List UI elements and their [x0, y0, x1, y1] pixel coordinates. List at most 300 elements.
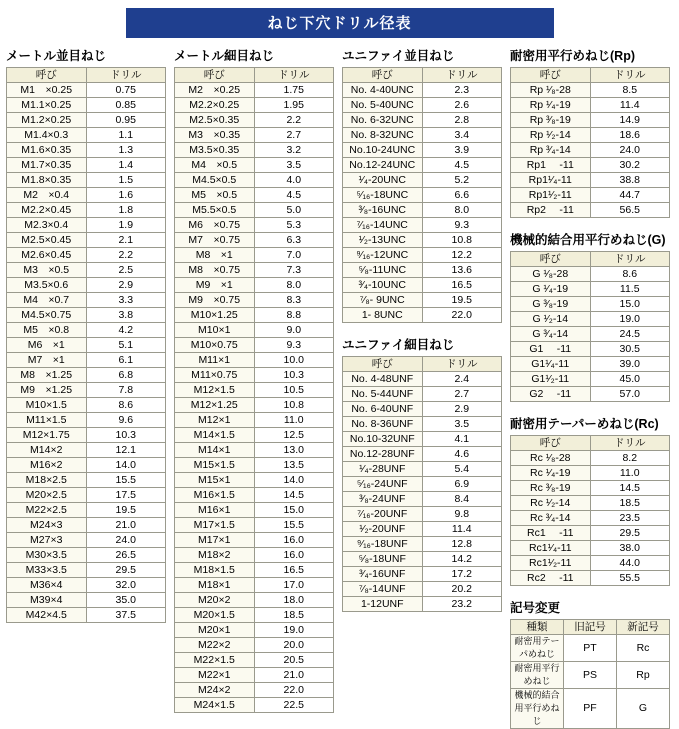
thread-size-cell: M16×2	[7, 458, 87, 473]
drill-diameter-cell: 32.0	[86, 578, 166, 593]
thread-kind-cell: 耐密用テーパめねじ	[511, 635, 564, 662]
drill-diameter-cell: 14.9	[590, 113, 670, 128]
drill-diameter-cell: 13.6	[422, 263, 502, 278]
table-row	[343, 417, 502, 432]
table-symbol-change	[510, 619, 670, 729]
thread-size-cell: Rp ¹⁄₈-28	[511, 83, 591, 98]
column-metric-coarse	[6, 44, 166, 623]
table-row	[7, 158, 166, 173]
table-row	[175, 653, 334, 668]
drill-diameter-cell: 24.0	[86, 533, 166, 548]
thread-size-cell: M22×1.5	[175, 653, 255, 668]
table-row	[175, 158, 334, 173]
drill-diameter-cell: 1.5	[86, 173, 166, 188]
old-symbol-cell: PT	[564, 635, 617, 662]
table-row	[343, 248, 502, 263]
table-metric-coarse	[6, 67, 166, 623]
drill-diameter-cell: 0.75	[86, 83, 166, 98]
table-row	[511, 451, 670, 466]
thread-size-cell: No. 6-40UNF	[343, 402, 423, 417]
table-row	[175, 98, 334, 113]
thread-size-cell: M22×1	[175, 668, 255, 683]
drill-diameter-cell: 8.0	[422, 203, 502, 218]
thread-size-cell: M20×1	[175, 623, 255, 638]
drill-diameter-cell: 2.2	[86, 248, 166, 263]
drill-diameter-cell: 3.9	[422, 143, 502, 158]
table-row	[175, 278, 334, 293]
table-row	[343, 203, 502, 218]
table-row	[343, 537, 502, 552]
drill-diameter-cell: 0.85	[86, 98, 166, 113]
thread-kind-cell: 機械的結合用平行めねじ	[511, 689, 564, 729]
drill-diameter-cell: 10.3	[86, 428, 166, 443]
drill-diameter-cell: 3.2	[254, 143, 334, 158]
column-unified	[342, 44, 502, 612]
drill-diameter-cell: 22.0	[254, 683, 334, 698]
table-row	[343, 522, 502, 537]
col-header-name: 呼び	[511, 68, 591, 83]
thread-size-cell: M3.5×0.6	[7, 278, 87, 293]
table-row	[175, 83, 334, 98]
old-symbol-cell: PS	[564, 662, 617, 689]
thread-size-cell: M27×3	[7, 533, 87, 548]
thread-size-cell: M2.5×0.35	[175, 113, 255, 128]
drill-diameter-cell: 17.5	[86, 488, 166, 503]
table-row	[511, 556, 670, 571]
thread-size-cell: G1¹⁄₂-11	[511, 372, 591, 387]
drill-diameter-cell: 7.0	[254, 248, 334, 263]
thread-size-cell: M12×1.75	[7, 428, 87, 443]
drill-diameter-cell: 10.0	[254, 353, 334, 368]
drill-diameter-cell: 9.8	[422, 507, 502, 522]
table-row	[511, 98, 670, 113]
table-row	[511, 173, 670, 188]
thread-size-cell: M1.1×0.25	[7, 98, 87, 113]
drill-diameter-cell: 21.0	[254, 668, 334, 683]
thread-size-cell: M8 ×1.25	[7, 368, 87, 383]
table-row	[7, 218, 166, 233]
drill-diameter-cell: 5.2	[422, 173, 502, 188]
table-row	[511, 128, 670, 143]
thread-size-cell: Rp1¹⁄₂-11	[511, 188, 591, 203]
drill-diameter-cell: 14.0	[86, 458, 166, 473]
thread-size-cell: No. 8-32UNC	[343, 128, 423, 143]
col-header-drill: ドリル	[590, 68, 670, 83]
thread-size-cell: ⁹⁄₁₆-12UNC	[343, 248, 423, 263]
table-row	[7, 323, 166, 338]
table-row	[7, 533, 166, 548]
drill-diameter-cell: 1.1	[86, 128, 166, 143]
drill-diameter-cell: 16.0	[254, 533, 334, 548]
table-row	[343, 83, 502, 98]
thread-size-cell: 1-12UNF	[343, 597, 423, 612]
table-row	[175, 698, 334, 713]
thread-size-cell: M2 ×0.25	[175, 83, 255, 98]
drill-diameter-cell: 16.5	[254, 563, 334, 578]
table-row	[175, 518, 334, 533]
table-row	[7, 398, 166, 413]
drill-diameter-cell: 1.9	[86, 218, 166, 233]
table-row	[7, 413, 166, 428]
drill-diameter-cell: 4.1	[422, 432, 502, 447]
drill-diameter-cell: 37.5	[86, 608, 166, 623]
table-row	[343, 477, 502, 492]
drill-diameter-cell: 10.8	[422, 233, 502, 248]
drill-diameter-cell: 20.0	[254, 638, 334, 653]
thread-size-cell: G ³⁄₈-19	[511, 297, 591, 312]
thread-size-cell: M18×1.5	[175, 563, 255, 578]
drill-diameter-cell: 18.0	[254, 593, 334, 608]
table-row	[175, 173, 334, 188]
drill-diameter-cell: 11.0	[590, 466, 670, 481]
drill-diameter-cell: 13.5	[254, 458, 334, 473]
drill-diameter-cell: 8.6	[86, 398, 166, 413]
table-header-row	[511, 620, 670, 635]
drill-diameter-cell: 23.2	[422, 597, 502, 612]
thread-size-cell: M8 ×1	[175, 248, 255, 263]
thread-size-cell: M17×1	[175, 533, 255, 548]
drill-diameter-cell: 14.5	[590, 481, 670, 496]
table-header-row	[511, 436, 670, 451]
table-row	[511, 571, 670, 586]
drill-diameter-cell: 14.2	[422, 552, 502, 567]
drill-diameter-cell: 16.5	[422, 278, 502, 293]
table-row	[343, 113, 502, 128]
thread-size-cell: M2.2×0.45	[7, 203, 87, 218]
thread-size-cell: M8 ×0.75	[175, 263, 255, 278]
table-row	[343, 308, 502, 323]
thread-size-cell: G ¹⁄₄-19	[511, 282, 591, 297]
table-row	[7, 353, 166, 368]
drill-diameter-cell: 11.4	[422, 522, 502, 537]
drill-diameter-cell: 15.0	[254, 503, 334, 518]
table-row	[511, 342, 670, 357]
thread-size-cell: M24×3	[7, 518, 87, 533]
table-row	[343, 128, 502, 143]
table-row	[7, 248, 166, 263]
drill-diameter-cell: 8.0	[254, 278, 334, 293]
thread-size-cell: M9 ×1.25	[7, 383, 87, 398]
section-title-symbol-change: 記号変更	[510, 601, 561, 615]
thread-size-cell: Rc ³⁄₄-14	[511, 511, 591, 526]
thread-size-cell: Rc ³⁄₈-19	[511, 481, 591, 496]
table-row	[7, 608, 166, 623]
table-row	[7, 143, 166, 158]
section-title-rc: 耐密用テーパーめねじ(Rc)	[510, 417, 659, 431]
thread-size-cell: 1- 8UNC	[343, 308, 423, 323]
table-row	[175, 668, 334, 683]
col-header-name: 呼び	[511, 436, 591, 451]
table-row	[7, 233, 166, 248]
table-row	[7, 563, 166, 578]
thread-size-cell: M5 ×0.5	[175, 188, 255, 203]
section-title-unified-coarse: ユニファイ並目ねじ	[342, 49, 455, 63]
table-row	[175, 248, 334, 263]
table-row	[343, 387, 502, 402]
section-title-metric-coarse: メートル並目ねじ	[6, 49, 107, 63]
drill-diameter-cell: 39.0	[590, 357, 670, 372]
thread-size-cell: M18×1	[175, 578, 255, 593]
drill-diameter-cell: 9.6	[86, 413, 166, 428]
table-row	[175, 218, 334, 233]
table-rp	[510, 67, 670, 218]
table-row	[511, 312, 670, 327]
thread-size-cell: M24×2	[175, 683, 255, 698]
drill-diameter-cell: 24.0	[590, 143, 670, 158]
table-row	[175, 443, 334, 458]
table-row	[7, 368, 166, 383]
table-row	[7, 188, 166, 203]
thread-size-cell: No. 5-44UNF	[343, 387, 423, 402]
table-row	[175, 458, 334, 473]
drill-diameter-cell: 8.5	[590, 83, 670, 98]
drill-diameter-cell: 2.1	[86, 233, 166, 248]
table-row	[511, 327, 670, 342]
table-row	[511, 689, 670, 729]
thread-size-cell: M9 ×1	[175, 278, 255, 293]
thread-size-cell: ¹⁄₂-20UNF	[343, 522, 423, 537]
table-row	[175, 233, 334, 248]
col-header-drill: ドリル	[254, 68, 334, 83]
drill-diameter-cell: 12.8	[422, 537, 502, 552]
drill-diameter-cell: 56.5	[590, 203, 670, 218]
drill-diameter-cell: 3.4	[422, 128, 502, 143]
drill-diameter-cell: 19.5	[86, 503, 166, 518]
col-header-name: 呼び	[7, 68, 87, 83]
section-title-metric-fine: メートル細目ねじ	[174, 49, 275, 63]
table-row	[7, 548, 166, 563]
thread-size-cell: No.12-24UNC	[343, 158, 423, 173]
thread-size-cell: M9 ×0.75	[175, 293, 255, 308]
thread-size-cell: Rc ¹⁄₂-14	[511, 496, 591, 511]
drill-diameter-cell: 19.5	[422, 293, 502, 308]
thread-size-cell: M22×2.5	[7, 503, 87, 518]
thread-size-cell: M7 ×0.75	[175, 233, 255, 248]
table-row	[7, 578, 166, 593]
table-row	[7, 98, 166, 113]
thread-size-cell: ³⁄₈-16UNC	[343, 203, 423, 218]
drill-diameter-cell: 2.6	[422, 98, 502, 113]
drill-diameter-cell: 38.0	[590, 541, 670, 556]
drill-diameter-cell: 20.2	[422, 582, 502, 597]
col-header-drill: ドリル	[422, 357, 502, 372]
table-row	[175, 548, 334, 563]
table-row	[175, 578, 334, 593]
col-header-drill: ドリル	[590, 252, 670, 267]
table-row	[7, 293, 166, 308]
table-row	[343, 552, 502, 567]
thread-size-cell: ⁷⁄₈- 9UNC	[343, 293, 423, 308]
table-row	[175, 428, 334, 443]
col-header-drill: ドリル	[86, 68, 166, 83]
drill-diameter-cell: 6.9	[422, 477, 502, 492]
thread-size-cell: M11×1.5	[7, 413, 87, 428]
drill-diameter-cell: 8.3	[254, 293, 334, 308]
thread-size-cell: G2 -11	[511, 387, 591, 402]
drill-diameter-cell: 2.3	[422, 83, 502, 98]
drill-diameter-cell: 22.5	[254, 698, 334, 713]
table-row	[511, 511, 670, 526]
drill-diameter-cell: 3.5	[254, 158, 334, 173]
thread-size-cell: G1¹⁄₄-11	[511, 357, 591, 372]
drill-diameter-cell: 44.0	[590, 556, 670, 571]
thread-size-cell: G1 -11	[511, 342, 591, 357]
table-row	[175, 203, 334, 218]
thread-size-cell: ⁷⁄₈-14UNF	[343, 582, 423, 597]
drill-diameter-cell: 0.95	[86, 113, 166, 128]
drill-diameter-cell: 8.4	[422, 492, 502, 507]
thread-size-cell: ⁵⁄₈-11UNC	[343, 263, 423, 278]
table-row	[7, 263, 166, 278]
thread-size-cell: M2 ×0.4	[7, 188, 87, 203]
drill-diameter-cell: 2.8	[422, 113, 502, 128]
table-row	[511, 496, 670, 511]
thread-size-cell: No. 4-48UNF	[343, 372, 423, 387]
column-pipe-threads	[510, 44, 670, 729]
thread-size-cell: M20×1.5	[175, 608, 255, 623]
thread-size-cell: Rp1 -11	[511, 158, 591, 173]
thread-size-cell: M16×1	[175, 503, 255, 518]
drill-diameter-cell: 1.4	[86, 158, 166, 173]
table-row	[175, 488, 334, 503]
table-row	[7, 473, 166, 488]
thread-size-cell: M7 ×1	[7, 353, 87, 368]
drill-diameter-cell: 18.5	[590, 496, 670, 511]
thread-size-cell: M12×1.25	[175, 398, 255, 413]
drill-diameter-cell: 2.9	[422, 402, 502, 417]
page-title: ねじ下穴ドリル径表	[126, 8, 554, 38]
drill-diameter-cell: 18.6	[590, 128, 670, 143]
thread-size-cell: M5 ×0.8	[7, 323, 87, 338]
table-row	[175, 383, 334, 398]
table-row	[343, 492, 502, 507]
drill-diameter-cell: 15.0	[590, 297, 670, 312]
table-g	[510, 251, 670, 402]
drill-diameter-cell: 1.3	[86, 143, 166, 158]
drill-diameter-cell: 14.0	[254, 473, 334, 488]
thread-size-cell: G ¹⁄₂-14	[511, 312, 591, 327]
table-row	[343, 173, 502, 188]
section-title-rp: 耐密用平行めねじ(Rp)	[510, 49, 635, 63]
drill-diameter-cell: 2.7	[422, 387, 502, 402]
table-row	[511, 188, 670, 203]
thread-size-cell: M11×0.75	[175, 368, 255, 383]
table-row	[511, 387, 670, 402]
drill-diameter-cell: 18.5	[254, 608, 334, 623]
table-row	[175, 293, 334, 308]
thread-size-cell: M10×1.5	[7, 398, 87, 413]
table-row	[175, 323, 334, 338]
thread-size-cell: M16×1.5	[175, 488, 255, 503]
thread-size-cell: Rc1¹⁄₄-11	[511, 541, 591, 556]
thread-size-cell: M20×2	[175, 593, 255, 608]
drill-diameter-cell: 4.0	[254, 173, 334, 188]
table-row	[343, 98, 502, 113]
drill-diameter-cell: 57.0	[590, 387, 670, 402]
table-row	[175, 143, 334, 158]
spacer	[342, 323, 502, 333]
table-row	[343, 402, 502, 417]
drill-diameter-cell: 7.3	[254, 263, 334, 278]
table-row	[7, 83, 166, 98]
thread-size-cell: M18×2	[175, 548, 255, 563]
thread-size-cell: G ¹⁄₈-28	[511, 267, 591, 282]
table-header-row	[511, 252, 670, 267]
thread-size-cell: ⁵⁄₁₆-24UNF	[343, 477, 423, 492]
thread-size-cell: ³⁄₄-16UNF	[343, 567, 423, 582]
thread-size-cell: M12×1.5	[175, 383, 255, 398]
table-row	[175, 128, 334, 143]
drill-diameter-cell: 9.0	[254, 323, 334, 338]
table-row	[175, 563, 334, 578]
table-row	[511, 526, 670, 541]
thread-size-cell: ¹⁄₄-28UNF	[343, 462, 423, 477]
table-row	[7, 518, 166, 533]
table-row	[7, 428, 166, 443]
drill-diameter-cell: 5.0	[254, 203, 334, 218]
thread-size-cell: No.10-32UNF	[343, 432, 423, 447]
drill-diameter-cell: 19.0	[590, 312, 670, 327]
table-row	[7, 383, 166, 398]
table-row	[511, 158, 670, 173]
col-header-drill: ドリル	[590, 436, 670, 451]
thread-size-cell: No.12-28UNF	[343, 447, 423, 462]
table-row	[511, 481, 670, 496]
old-symbol-cell: PF	[564, 689, 617, 729]
drill-diameter-cell: 17.2	[422, 567, 502, 582]
col-header-drill: ドリル	[422, 68, 502, 83]
drill-diameter-cell: 19.0	[254, 623, 334, 638]
thread-size-cell: ⁵⁄₈-18UNF	[343, 552, 423, 567]
thread-size-cell: ¹⁄₂-13UNC	[343, 233, 423, 248]
col-header-name: 呼び	[343, 357, 423, 372]
drill-diameter-cell: 24.5	[590, 327, 670, 342]
thread-size-cell: M1 ×0.25	[7, 83, 87, 98]
table-row	[343, 218, 502, 233]
thread-size-cell: M4.5×0.5	[175, 173, 255, 188]
drill-diameter-cell: 12.1	[86, 443, 166, 458]
thread-size-cell: M3 ×0.35	[175, 128, 255, 143]
table-row	[511, 635, 670, 662]
new-symbol-cell: Rc	[617, 635, 670, 662]
drill-diameter-cell: 14.5	[254, 488, 334, 503]
table-header-row	[343, 357, 502, 372]
table-row	[7, 503, 166, 518]
drill-diameter-cell: 5.4	[422, 462, 502, 477]
drill-diameter-cell: 11.5	[590, 282, 670, 297]
thread-size-cell: M3.5×0.35	[175, 143, 255, 158]
table-row	[511, 541, 670, 556]
table-row	[175, 683, 334, 698]
table-row	[175, 398, 334, 413]
thread-size-cell: M15×1	[175, 473, 255, 488]
table-row	[7, 338, 166, 353]
thread-size-cell: Rc1 -11	[511, 526, 591, 541]
col-header-new: 新記号	[617, 620, 670, 635]
table-row	[511, 662, 670, 689]
thread-size-cell: M14×1	[175, 443, 255, 458]
drill-diameter-cell: 45.0	[590, 372, 670, 387]
table-row	[175, 473, 334, 488]
thread-size-cell: M30×3.5	[7, 548, 87, 563]
drill-diameter-cell: 15.5	[86, 473, 166, 488]
thread-size-cell: Rp ¹⁄₂-14	[511, 128, 591, 143]
drill-diameter-cell: 44.7	[590, 188, 670, 203]
thread-size-cell: M10×1	[175, 323, 255, 338]
thread-size-cell: M20×2.5	[7, 488, 87, 503]
table-row	[511, 83, 670, 98]
table-row	[343, 158, 502, 173]
